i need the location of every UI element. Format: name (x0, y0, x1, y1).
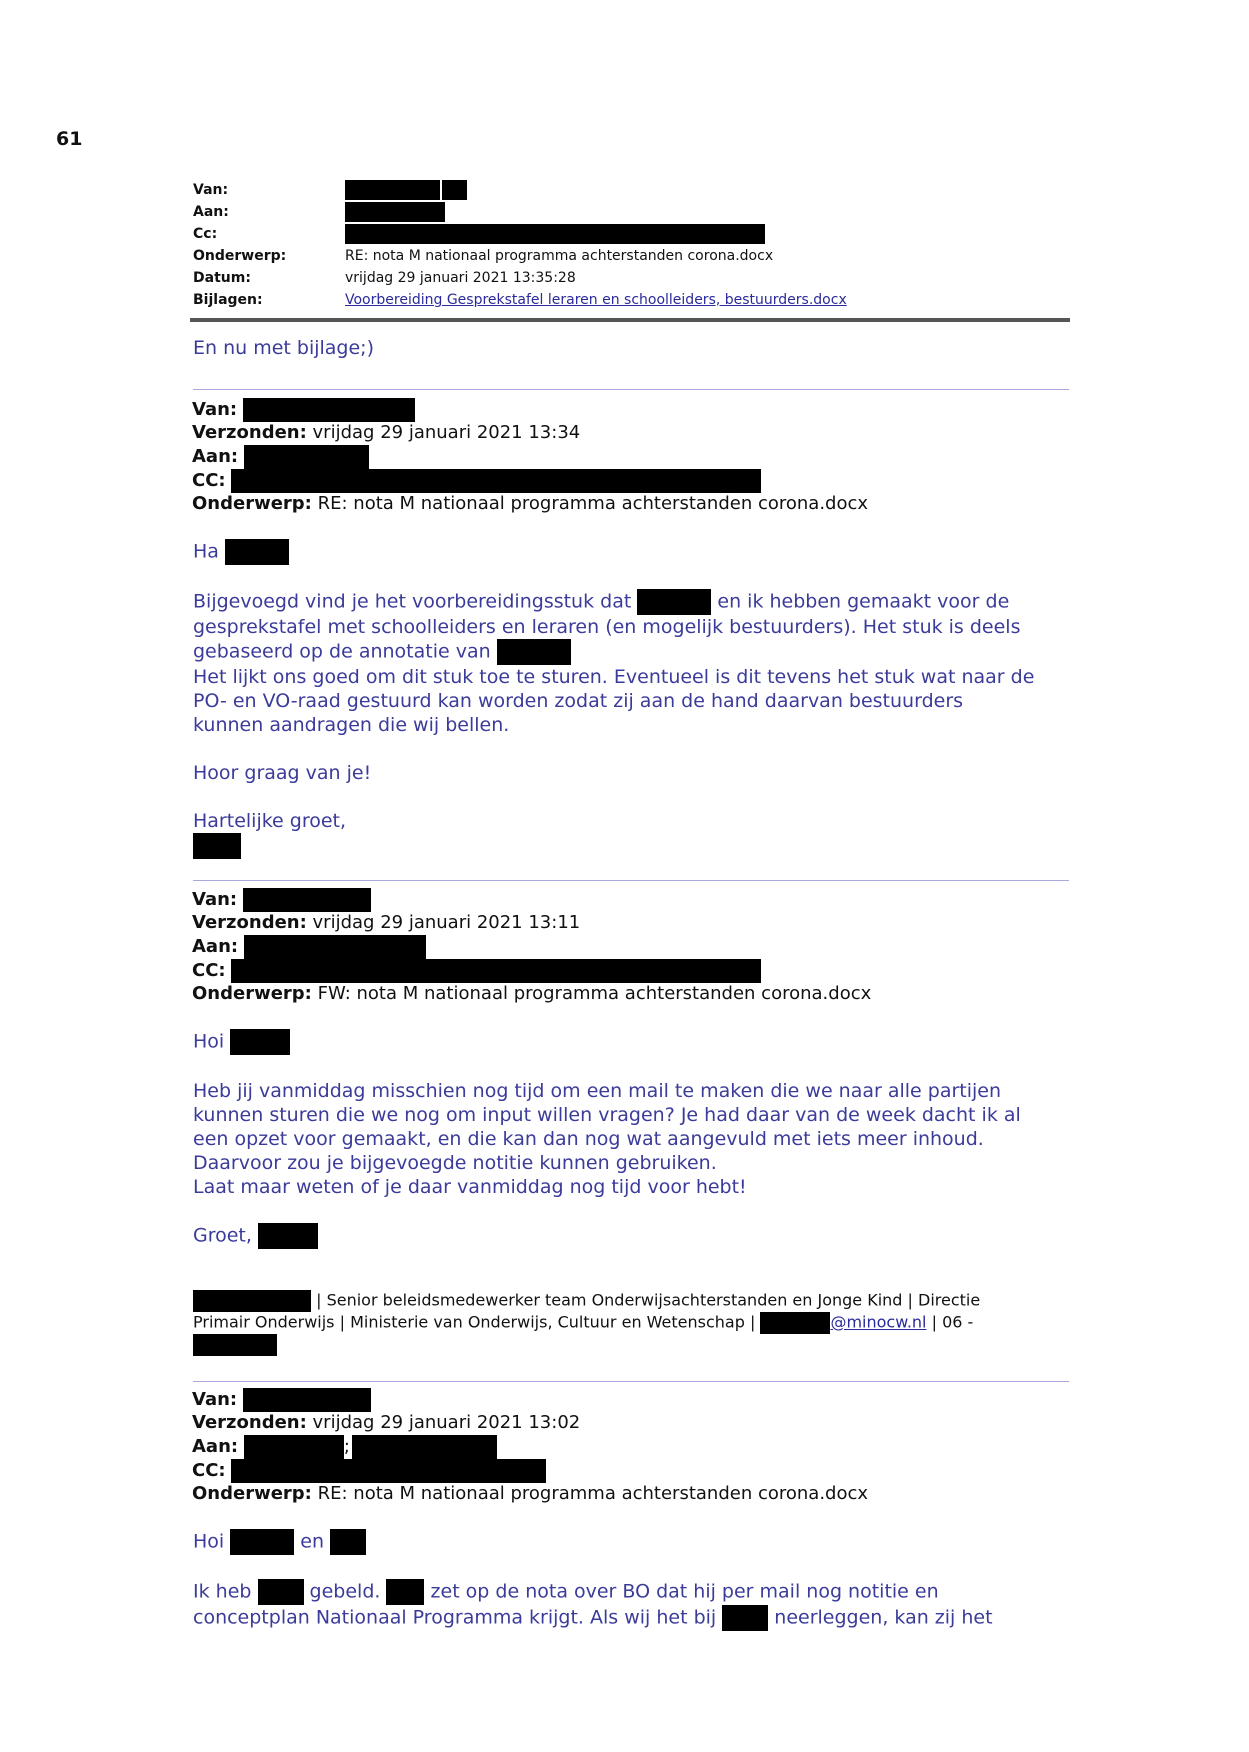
body-text: Hoor graag van je! (193, 762, 372, 784)
subject-label: Onderwerp: (192, 982, 312, 1004)
subject-label: Onderwerp: (192, 492, 312, 514)
header-cc-row (193, 223, 1073, 245)
subject-label: Onderwerp: (193, 248, 287, 264)
date-value: vrijdag 29 januari 2021 13:35:28 (345, 270, 576, 286)
subject-value: FW: nota M nationaal programma achterstanden corona.docx (317, 982, 872, 1004)
signature-text: Primair Onderwijs | Ministerie van Onderwijs, Cultuur en Wetenschap | (193, 1312, 756, 1332)
redaction (345, 224, 765, 244)
redaction (243, 398, 415, 422)
print-header (193, 179, 1073, 311)
redaction (243, 888, 371, 912)
subject-label: Onderwerp: (192, 1482, 312, 1504)
cc-label: CC: (192, 959, 226, 981)
redaction (722, 1605, 768, 1631)
greeting: Hoi (193, 1030, 225, 1053)
redaction (637, 589, 711, 615)
redaction (230, 1029, 290, 1055)
sent-value: vrijdag 29 januari 2021 13:11 (312, 912, 581, 933)
cc-label: CC: (192, 469, 226, 491)
sent-label: Verzonden: (192, 1412, 307, 1433)
body-text: zet op de nota over BO dat hij per mail nog notitie en (430, 1580, 939, 1603)
subject-value: RE: nota M nationaal programma achterstanden corona.docx (317, 492, 869, 514)
signature-text: | Senior beleidsmedewerker team Onderwijsachterstanden en Jonge Kind | Directie (316, 1290, 981, 1310)
body-text: gebeld. (309, 1580, 381, 1603)
email1-body (193, 539, 1093, 859)
top-message: En nu met bijlage;) (193, 337, 375, 359)
redaction (442, 180, 467, 200)
body-text: Heb jij vanmiddag misschien nog tijd om een mail te maken die we naar alle partijen (193, 1080, 1002, 1102)
redaction (225, 539, 289, 565)
to-label: Aan: (192, 935, 239, 957)
redaction (345, 180, 440, 200)
from-label: Van: (193, 182, 229, 198)
redaction (231, 469, 761, 493)
message-divider (193, 389, 1069, 390)
redaction (230, 1529, 294, 1555)
redaction (244, 445, 369, 469)
header-attachments-row (193, 289, 1073, 311)
body-text: en ik hebben gemaakt voor de (717, 590, 1010, 613)
redaction (193, 833, 241, 859)
redaction (258, 1579, 304, 1605)
email2-body (193, 1029, 1093, 1249)
body-text: gesprekstafel met schoolleiders en leraren (en mogelijk bestuurders). Het stuk is deels (193, 616, 1021, 638)
attachments-label: Bijlagen: (193, 292, 263, 308)
email3-body (193, 1529, 1093, 1631)
body-text: PO- en VO-raad gestuurd kan worden zodat zij aan de hand daarvan bestuurders (193, 690, 964, 712)
sent-label: Verzonden: (192, 912, 307, 933)
email-link[interactable]: @minocw.nl (830, 1312, 927, 1332)
closing: Hartelijke groet, (193, 810, 347, 832)
redaction (386, 1579, 424, 1605)
body-text: Daarvoor zou je bijgevoegde notitie kunnen gebruiken. (193, 1152, 717, 1174)
body-text: Bijgevoegd vind je het voorbereidingsstuk dat (193, 590, 632, 613)
from-label: Van: (192, 889, 238, 910)
greeting: Hoi (193, 1530, 225, 1553)
redaction (231, 1459, 546, 1483)
body-text: neerleggen, kan zij het (774, 1606, 993, 1629)
body-text: Laat maar weten of je daar vanmiddag nog tijd voor hebt! (193, 1176, 747, 1198)
redaction (193, 1290, 311, 1312)
body-text: kunnen aandragen die wij bellen. (193, 714, 510, 736)
signature-text: | 06 - (931, 1312, 974, 1332)
body-text: een opzet voor gemaakt, en die kan dan nog wat aangevuld met iets meer inhoud. (193, 1128, 984, 1150)
redaction (231, 959, 761, 983)
subject-value: RE: nota M nationaal programma achterstanden corona.docx (345, 248, 774, 264)
header-divider (190, 318, 1070, 322)
date-label: Datum: (193, 270, 251, 286)
to-label: Aan: (192, 445, 239, 467)
redaction (243, 1388, 371, 1412)
email2-header (192, 888, 871, 1005)
subject-value: RE: nota M nationaal programma achterstanden corona.docx (317, 1482, 869, 1504)
email3-header (192, 1388, 868, 1505)
header-from-row (193, 179, 1073, 201)
from-label: Van: (192, 399, 238, 420)
sent-value: vrijdag 29 januari 2021 13:34 (312, 422, 581, 443)
sent-label: Verzonden: (192, 422, 307, 443)
redaction (193, 1334, 277, 1356)
redaction (244, 1435, 344, 1459)
to-label: Aan: (192, 1435, 239, 1457)
cc-label: Cc: (193, 226, 218, 242)
message-divider (193, 880, 1069, 881)
body-text: gebaseerd op de annotatie van (193, 640, 491, 663)
redaction (345, 202, 445, 222)
cc-label: CC: (192, 1459, 226, 1481)
closing: Groet, (193, 1224, 252, 1247)
redaction (330, 1529, 366, 1555)
header-subject-row (193, 245, 1073, 267)
redaction (352, 1435, 497, 1459)
message-divider (193, 1381, 1069, 1382)
body-text: conceptplan Nationaal Programma krijgt. Als wij het bij (193, 1606, 717, 1629)
body-text: kunnen sturen die we nog om input willen vragen? Je had daar van de week dacht ik al (193, 1104, 1021, 1126)
email1-header (192, 398, 868, 515)
sent-value: vrijdag 29 januari 2021 13:02 (312, 1412, 581, 1433)
from-label: Van: (192, 1389, 238, 1410)
body-text: en (300, 1530, 325, 1553)
attachment-link[interactable]: Voorbereiding Gesprekstafel leraren en schoolleiders, bestuurders.docx (345, 292, 847, 308)
recipient-separator: ; (343, 1435, 350, 1457)
email-signature (193, 1290, 1023, 1356)
body-text: Ik heb (193, 1580, 252, 1603)
redaction (244, 935, 426, 959)
redaction (258, 1223, 318, 1249)
redaction (760, 1312, 830, 1334)
body-text: Het lijkt ons goed om dit stuk toe te sturen. Eventueel is dit tevens het stuk wat naar de (193, 666, 1035, 688)
header-to-row (193, 201, 1073, 223)
to-label: Aan: (193, 204, 229, 220)
redaction (497, 639, 571, 665)
page-number: 61 (56, 128, 83, 150)
greeting: Ha (193, 540, 219, 563)
header-date-row (193, 267, 1073, 289)
